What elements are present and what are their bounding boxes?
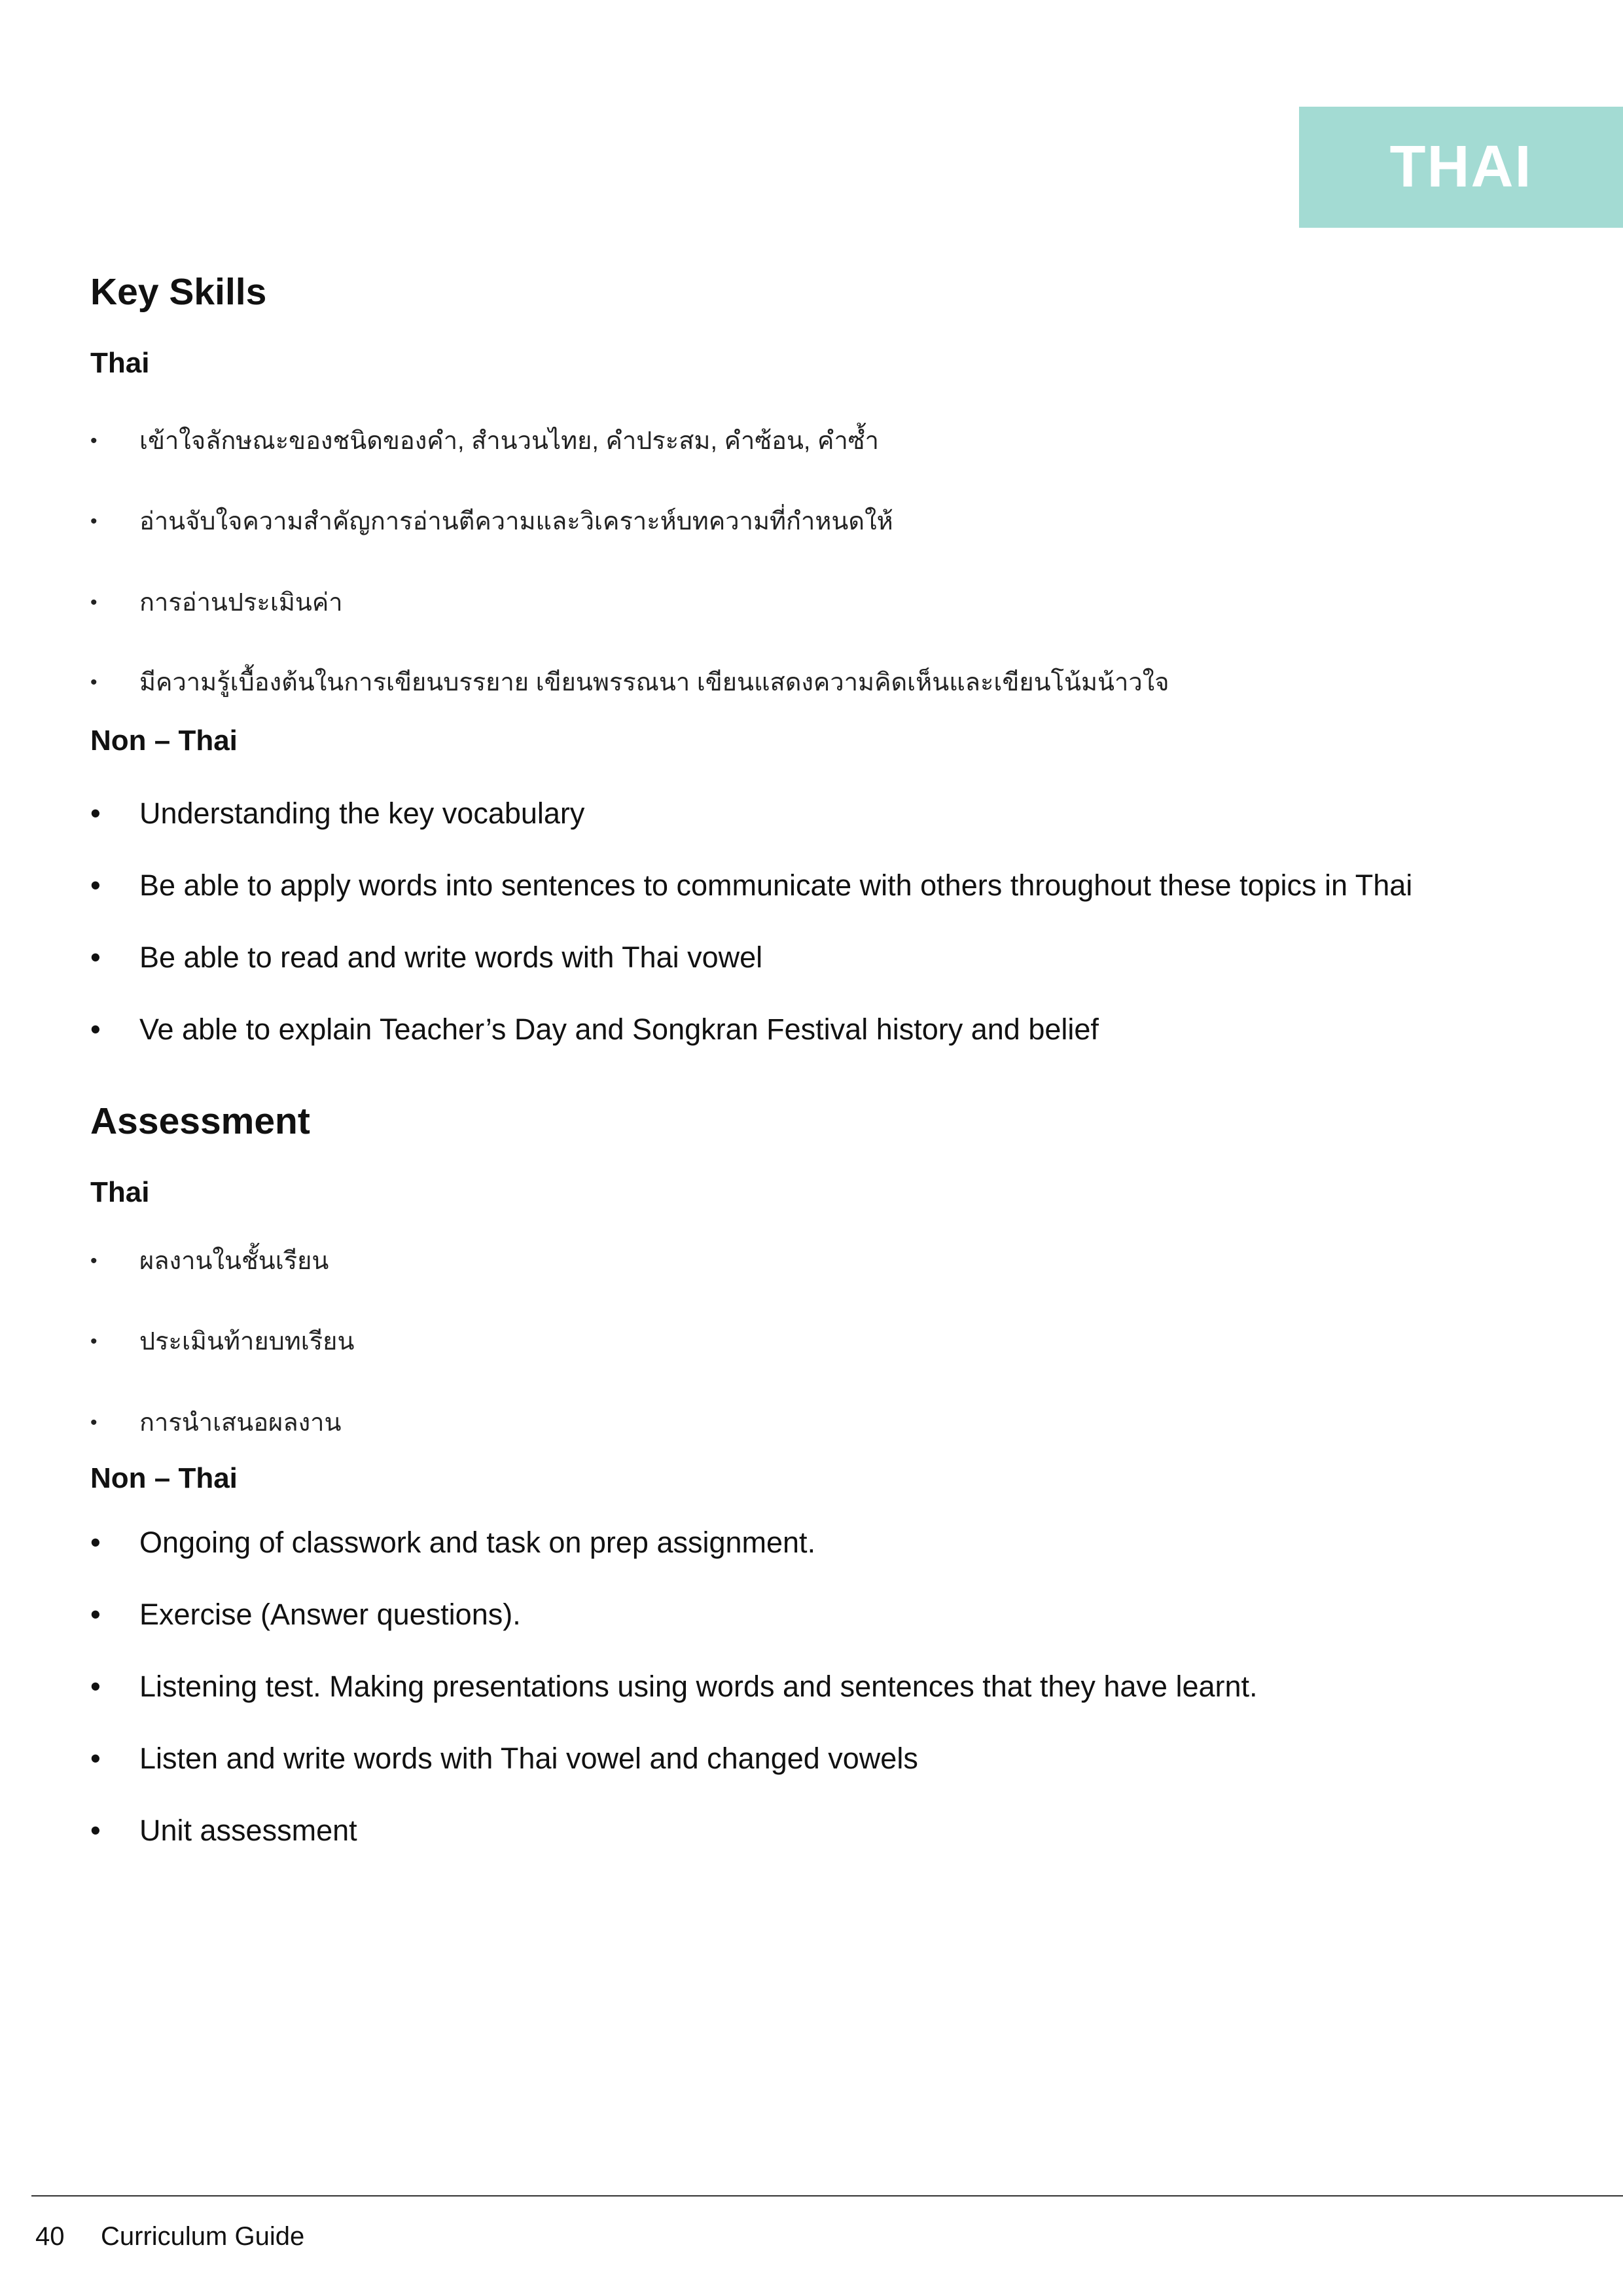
subject-tab [1299, 107, 1623, 228]
bullet: • [90, 1598, 101, 1631]
bullet: • [90, 592, 98, 613]
bullet: • [90, 797, 101, 830]
bullet: • [90, 1013, 101, 1046]
key-skills-thai-heading: Thai [90, 347, 150, 379]
subject-tab-label: THAI [1389, 134, 1533, 200]
assessment-thai-heading: Thai [90, 1176, 150, 1208]
assessment-non-thai-heading: Non – Thai [90, 1462, 238, 1494]
bullet: • [90, 941, 101, 974]
key-skills-title: Key Skills [90, 271, 267, 313]
bullet: • [90, 1250, 98, 1272]
bullet: • [90, 1412, 98, 1433]
assessment-title: Assessment [90, 1100, 310, 1142]
bullet: • [90, 869, 101, 902]
bullet: • [90, 1670, 101, 1703]
key-skills-non-thai-heading: Non – Thai [90, 725, 238, 757]
footer-divider [31, 2195, 1623, 2197]
bullet: • [90, 1742, 101, 1775]
page-number: 40 [35, 2222, 65, 2251]
bullet: • [90, 1526, 101, 1559]
footer-label: Curriculum Guide [101, 2222, 305, 2251]
bullet: • [90, 1814, 101, 1847]
bullet: • [90, 430, 98, 452]
bullet: • [90, 511, 98, 532]
bullet: • [90, 1331, 98, 1352]
bullet: • [90, 672, 98, 693]
